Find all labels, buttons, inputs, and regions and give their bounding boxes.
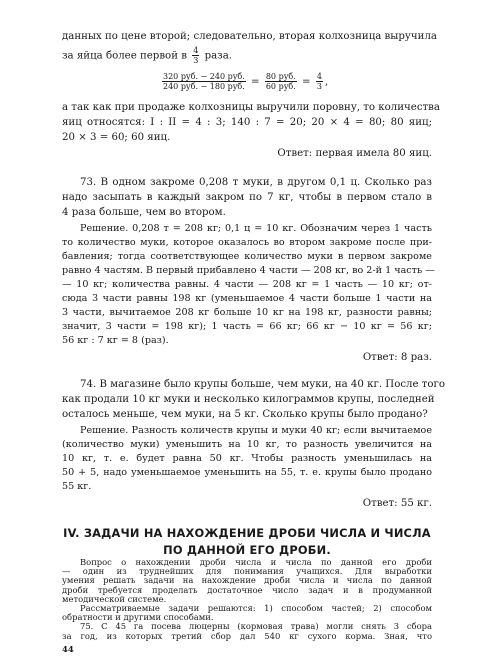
text-line: а так как при продаже колхозницы выручили поровну, то количества xyxy=(62,102,440,113)
paragraph-text: дроби требуется проделать достаточное число задач и в продуманной xyxy=(62,584,432,595)
paragraph-text: — один из труднейших для понимания учащихся. Для выработки xyxy=(62,566,432,577)
solution-text: то количество муки, которое оказалось во втором закроме после при- xyxy=(62,237,432,248)
solution-text: значит, 3 части = 198 кг); 1 часть = 66 кг; 66 кг − 10 кг = 56 кг; xyxy=(62,321,432,332)
problem-text: осталось меньше, чем муки, на 5 кг. Сколько крупы было продано? xyxy=(62,409,428,420)
section-heading: ПО ДАННОЙ ЕГО ДРОБИ. xyxy=(163,543,331,557)
formula-fraction-mid: $\frac{\text{80 руб.}}{\text{60 руб.}}$ xyxy=(265,72,296,91)
problem-text: надо засыпать в каждый закром по 7 кг, чтобы в первом стало в xyxy=(62,192,432,203)
paragraph-text: 75. С 45 га посева люцерны (кормовая трава) могли снять 3 сбора xyxy=(80,621,432,632)
paragraph-text: обратности и другими способами. xyxy=(62,612,214,623)
problem-text: 4 раза больше, чем во втором. xyxy=(62,207,226,218)
solution-text: 3 части, вычитаемое 208 кг больше 10 кг на 198 кг, разности равны; xyxy=(62,307,432,318)
solution-text: 10 кг, т. е. будет равна 50 кг. Чтобы разность уменьшилась на xyxy=(62,453,432,464)
solution-text: — 10 кг; количества равны. 4 части — 208 кг = 1 часть — 10 кг; от- xyxy=(62,279,432,290)
paragraph-text: умения решать задачи на нахождение дроби числа и числа по данной xyxy=(62,575,432,586)
paragraph-text: Вопрос о нахождении дроби числа и числа по данной его дроби xyxy=(80,557,432,567)
problem-text: как продали 10 кг муки и несколько килограммов крупы, последней xyxy=(62,394,435,405)
paragraph-text: за год, из которых третий сбор дал 540 кг сухого корма. Зная, что xyxy=(62,630,432,641)
page-number: 44 xyxy=(62,643,74,654)
section-heading: IV. ЗАДАЧИ НА НАХОЖДЕНИЕ ДРОБИ ЧИСЛА И ЧИСЛА xyxy=(63,526,431,540)
solution-text: Решение. 0,208 т = 208 кг; 0,1 ц = 10 кг. Обозначим через 1 часть xyxy=(80,223,432,234)
formula-fraction-right: $\frac{4}{3}$ xyxy=(316,72,322,91)
solution-text: (количество муки) уменьшить на 10 кг, то разность увеличится на xyxy=(62,439,432,450)
paragraph-text: Рассматриваемые задачи решаются: 1) способом частей; 2) способом xyxy=(80,603,432,613)
text-line-with-fraction: за яйца более первой в $\frac{4}{3}$ раза. xyxy=(62,46,233,65)
formula-fraction-left: $\frac{\text{320 руб. − 240 руб.}}{\text{240 руб. − 180 руб.}}$ xyxy=(163,72,245,91)
problem-text: 73. В одном закроме 0,208 т муки, в другом 0,1 ц. Сколько раз xyxy=(80,177,432,188)
answer: Ответ: первая имела 80 яиц. xyxy=(277,148,432,159)
text-line: данных по цене второй; следовательно, вторая колхозница выручила xyxy=(62,31,437,42)
solution-text: сюда 3 части равны 198 кг (уменьшаемое 4 части больше 1 части на xyxy=(62,293,432,304)
fraction: $\frac{4}{3}$ xyxy=(193,46,199,65)
solution-text: бавления; тогда соответствующее количество муки в первом закроме xyxy=(62,251,432,262)
solution-text: 56 кг : 7 кг = 8 (раз). xyxy=(62,335,169,346)
solution-text: Решение. Разность количеств крупы и муки 40 кг; если вычитаемое xyxy=(80,425,432,436)
paragraph-text: методической системе. xyxy=(62,593,167,604)
answer: Ответ: 55 кг. xyxy=(362,498,432,509)
answer: Ответ: 8 раз. xyxy=(362,352,432,363)
text-line: 20 × 3 = 60; 60 яиц. xyxy=(62,132,171,143)
solution-text: 55 кг. xyxy=(62,481,92,492)
text-line: яиц относятся: I : II = 4 : 3; 140 : 7 = 20; 20 × 4 = 80; 80 яиц; xyxy=(62,117,432,128)
solution-text: равно 4 частям. В первый прибавлено 4 части — 208 кг, во 2-й 1 часть — xyxy=(62,265,435,276)
solution-text: 50 + 5, надо уменьшаемое уменьшить на 55, т. е. крупы было продано xyxy=(62,467,432,478)
formula: $\frac{\text{320 руб. − 240 руб.}}{\text{240 руб. − 180 руб.}}$ = $\frac{\text{80 руб.}}{\text{60 руб.}}$ = $\frac{4}{3}$ , xyxy=(163,72,329,91)
problem-text: 74. В магазине было крупы больше, чем муки, на 40 кг. После того xyxy=(80,379,446,390)
